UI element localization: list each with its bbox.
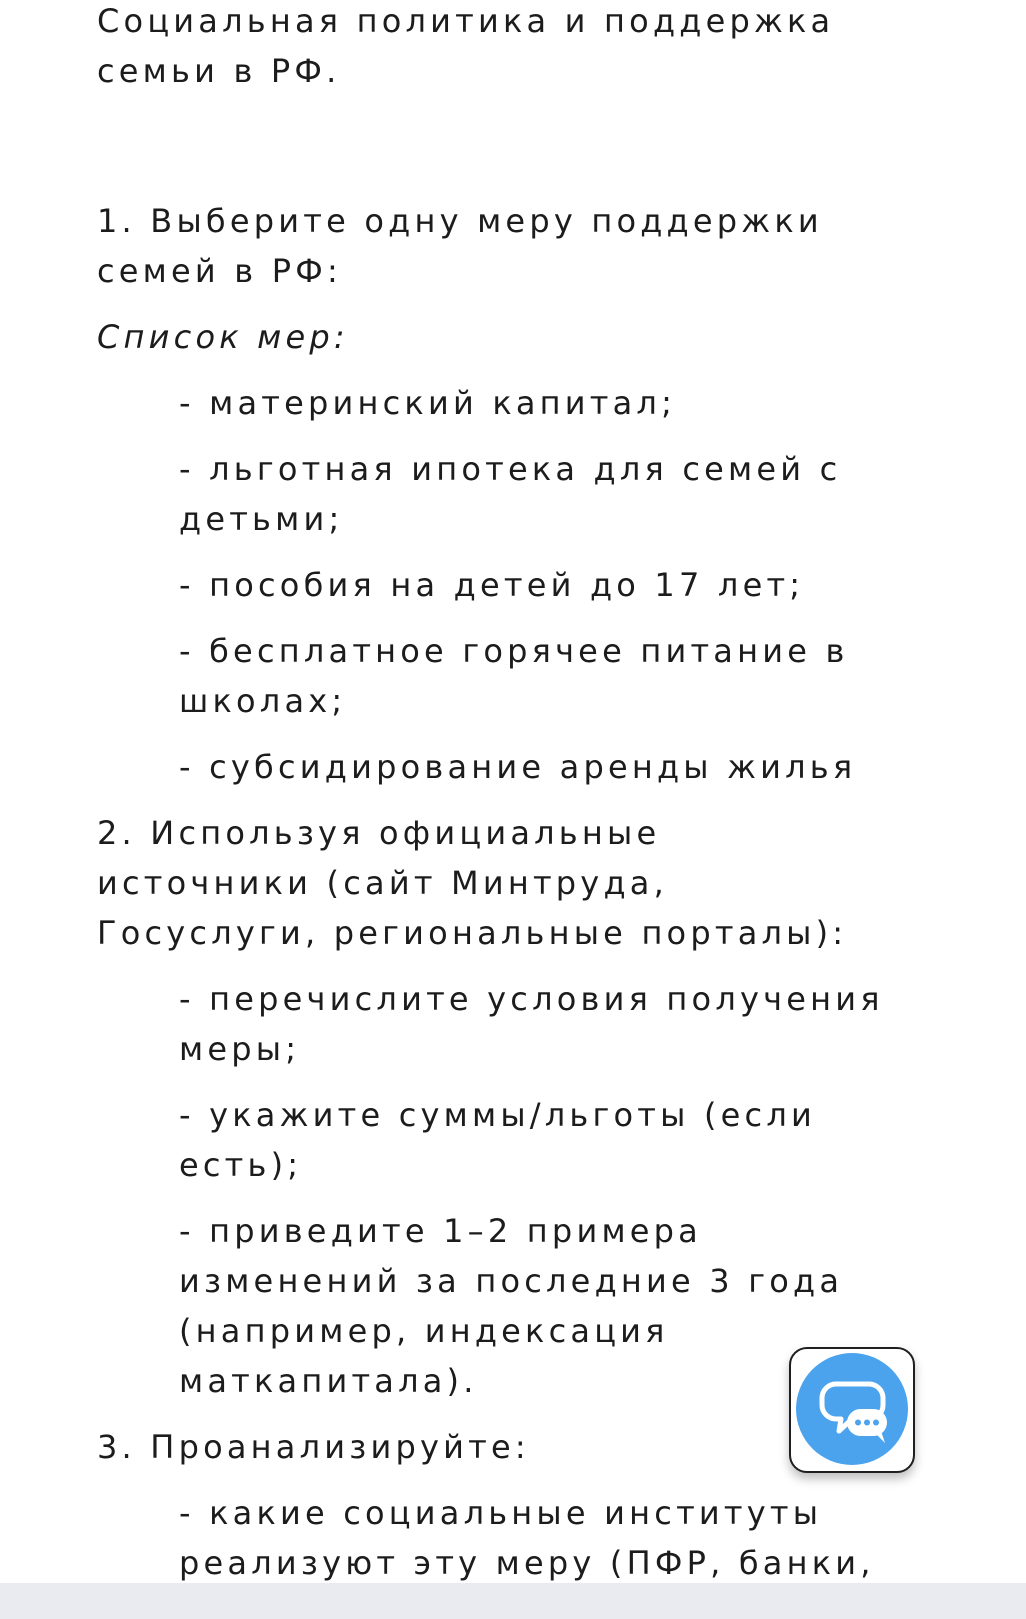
list-item-line: - укажите суммы/льготы (если [179,1096,816,1134]
list-item-line: - приведите 1–2 примера [179,1212,702,1250]
list-item-line: изменений за последние 3 года [179,1262,844,1300]
bottom-bar [0,1583,1026,1619]
list-item-line: меры; [179,1030,301,1068]
list-item-line: реализуют эту меру (ПФР, банки, [179,1544,875,1582]
measures-list-label: Список мер: [97,318,349,356]
question-line: 3. Проанализируйте: [97,1428,530,1466]
list-item [179,378,967,428]
title-line: семьи в РФ. [97,52,341,90]
list-item [179,1090,967,1190]
chat-button[interactable] [789,1347,915,1473]
list-item [179,560,967,610]
list-item-line: - субсидирование аренды жилья [179,748,857,786]
question-line: 1. Выберите одну меру поддержки [97,202,823,240]
list-item-line: - какие социальные институты [179,1494,823,1532]
list-item-line: (например, индексация [179,1312,669,1350]
title-line: Социальная политика и поддержка [97,2,835,40]
list-item-line: есть); [179,1146,303,1184]
measures-list [97,378,967,792]
question-line: источники (сайт Минтруда, [97,864,668,902]
list-item [179,974,967,1074]
list-item-line: маткапитала). [179,1362,478,1400]
question-2 [97,808,967,958]
question-line: Госуслуги, региональные порталы): [97,914,848,952]
chat-bubbles-icon [789,1347,915,1473]
page-title [97,0,967,96]
list-item-line: - льготная ипотека для семей с [179,450,842,488]
list-item [179,742,967,792]
question-line: 2. Используя официальные [97,814,661,852]
list-item-line: - перечислите условия получения [179,980,884,1018]
list-item-line: - пособия на детей до 17 лет; [179,566,805,604]
list-item [179,626,967,726]
question-1 [97,196,967,296]
list-item [179,444,967,544]
question-line: семей в РФ: [97,252,342,290]
list-item-line: школах; [179,682,347,720]
list-item-line: - бесплатное горячее питание в [179,632,849,670]
task-list [97,974,967,1406]
list-item-line: - материнский капитал; [179,384,677,422]
list-item-line: детьми; [179,500,344,538]
